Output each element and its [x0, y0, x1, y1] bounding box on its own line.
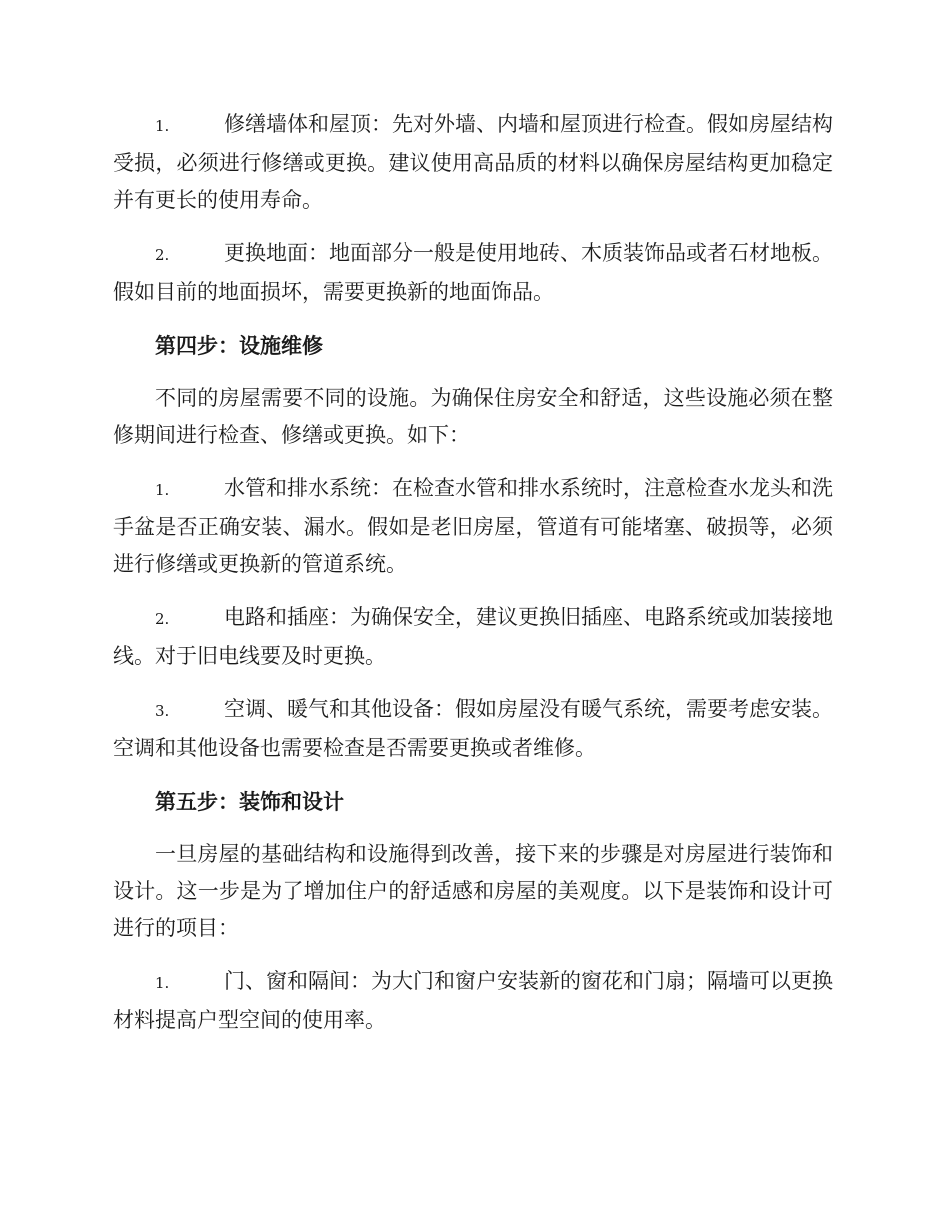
list-item	[113, 235, 833, 311]
section-heading: 第四步：设施维修	[155, 333, 323, 358]
paragraph: 不同的房屋需要不同的设施。为确保住房安全和舒适，这些设施必须在整修期间进行检查、修缮或更换。如下：	[113, 386, 833, 447]
list-number: 1.	[155, 481, 170, 499]
list-item-text: 更换地面：地面部分一般是使用地砖、木质装饰品或者石材地板。假如目前的地面损坏，需要更换新的地面饰品。	[113, 241, 833, 304]
list-item-text: 空调、暖气和其他设备：假如房屋没有暖气系统，需要考虑安装。空调和其他设备也需要检查是否需要更换或者维修。	[113, 697, 833, 760]
section-heading: 第五步：装饰和设计	[155, 789, 344, 814]
list-number: 1.	[155, 974, 170, 992]
list-item	[113, 470, 833, 583]
list-number: 1.	[155, 117, 170, 135]
list-item-text: 电路和插座：为确保安全，建议更换旧插座、电路系统或加装接地线。对于旧电线要及时更换。	[113, 605, 833, 668]
list-number: 2.	[155, 610, 170, 628]
list-item-text: 修缮墙体和屋顶：先对外墙、内墙和屋顶进行检查。假如房屋结构受损，必须进行修缮或更换。建议使用高品质的材料以确保房屋结构更加稳定并有更长的使用寿命。	[113, 112, 833, 212]
list-item-text: 水管和排水系统：在检查水管和排水系统时，注意检查水龙头和洗手盆是否正确安装、漏水。假如是老旧房屋，管道有可能堵塞、破损等，必须进行修缮或更换新的管道系统。	[113, 476, 833, 576]
list-number: 3.	[155, 702, 170, 720]
list-number: 2.	[155, 246, 170, 264]
document-page	[113, 106, 833, 1055]
list-item	[113, 691, 833, 767]
paragraph: 一旦房屋的基础结构和设施得到改善，接下来的步骤是对房屋进行装饰和设计。这一步是为了增加住户的舒适感和房屋的美观度。以下是装饰和设计可进行的项目：	[113, 842, 833, 940]
list-item-text: 门、窗和隔间：为大门和窗户安装新的窗花和门扇；隔墙可以更换材料提高户型空间的使用率。	[113, 969, 833, 1032]
list-item	[113, 599, 833, 675]
list-item	[113, 963, 833, 1039]
list-item	[113, 106, 833, 219]
